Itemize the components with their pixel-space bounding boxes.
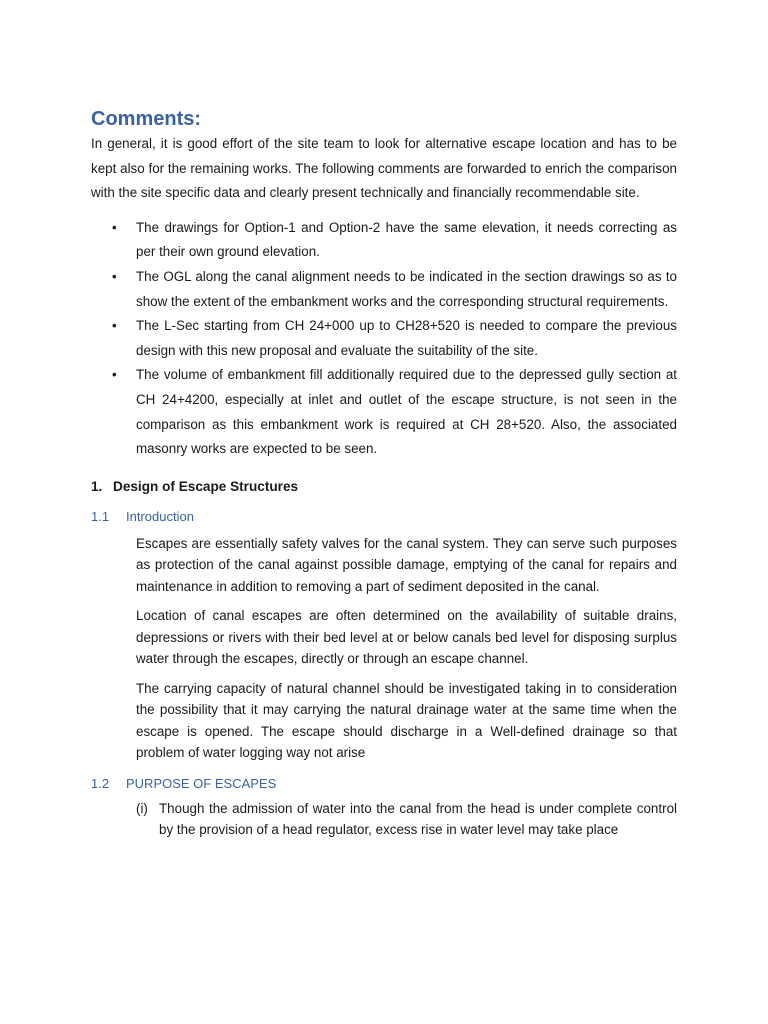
subsection-title: PURPOSE OF ESCAPES	[126, 775, 277, 791]
paragraph: The carrying capacity of natural channel should be investigated taking in to consideration the possibility that it may carrying the natural drainage water at the same time when the escape is opened. The escape should discharge in a Well-defined drainage so that problem of water logging way not arise	[136, 680, 677, 761]
bullet-text: The drawings for Option-1 and Option-2 have the same elevation, it needs correcting as per their own ground elevation.	[136, 219, 677, 260]
paragraph: Escapes are essentially safety valves for the canal system. They can serve such purposes as protection of the canal against possible damage, emptying of the canal for repairs and maintenance in addition to removing a part of sediment deposited in the canal.	[136, 535, 677, 594]
list-item	[91, 363, 677, 461]
bullet-icon: •	[112, 367, 117, 383]
bullet-text: The OGL along the canal alignment needs to be indicated in the section drawings so as to show the extent of the embankment works and the corresponding structural requirements.	[136, 268, 677, 309]
comments-intro: In general, it is good effort of the site team to look for alternative escape location and has to be kept also for the remaining works. The following comments are forwarded to enrich the comparison with the site specific data and clearly present technically and financially recommendable site.	[91, 136, 677, 201]
subsection-number: 1.1	[91, 508, 110, 524]
list-text: Though the admission of water into the canal from the head is under complete control by the provision of a head regulator, excess rise in water level may take place	[159, 800, 677, 838]
subsection-heading-introduction	[91, 505, 677, 529]
list-item	[136, 798, 677, 841]
list-item	[91, 265, 677, 314]
section-title: Design of Escape Structures	[113, 478, 299, 494]
section-number: 1.	[91, 478, 103, 494]
bullet-icon: •	[112, 318, 117, 334]
bullet-icon: •	[112, 219, 117, 235]
subsection-number: 1.2	[91, 775, 110, 791]
list-item	[91, 216, 677, 265]
comments-heading: Comments:	[91, 108, 202, 130]
comments-bullet-list	[91, 216, 677, 462]
section-heading	[91, 475, 677, 499]
bullet-icon: •	[112, 268, 117, 284]
subsection-heading-purpose	[91, 772, 677, 796]
paragraph: Location of canal escapes are often determined on the availability of suitable drains, depressions or rivers with their bed level at or below canals bed level for disposing surplus water through the escapes, directly or through an escape channel.	[136, 608, 677, 667]
subsection-title: Introduction	[126, 508, 194, 524]
bullet-text: The L-Sec starting from CH 24+000 up to CH28+520 is needed to compare the previous design with this new proposal and evaluate the suitability of the site.	[136, 318, 677, 358]
bullet-text: The volume of embankment fill additionally required due to the depressed gully section at CH 24+4200, especially at inlet and outlet of the escape structure, is not seen in the comparison as this embankment work is required at CH 28+520. Also, the associated masonry works are expected to be seen.	[136, 367, 677, 457]
purpose-list	[91, 798, 677, 841]
introduction-body	[91, 533, 677, 764]
list-marker: (i)	[136, 800, 148, 816]
list-item	[91, 314, 677, 363]
